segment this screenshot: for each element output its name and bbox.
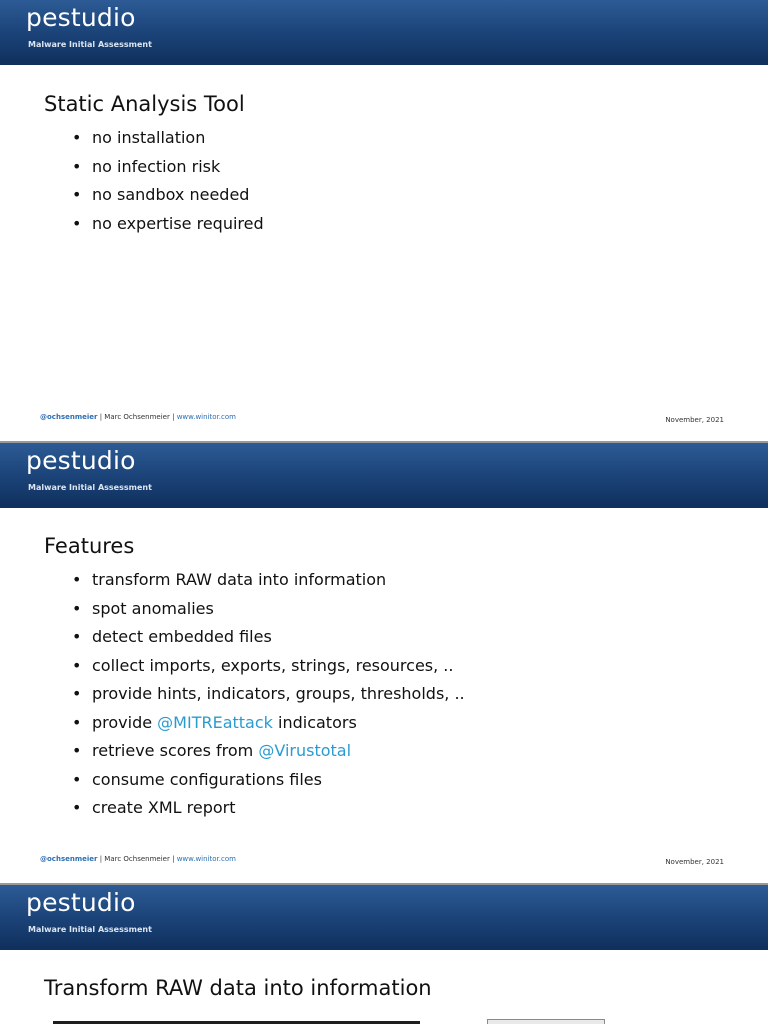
footer-separator: | (97, 413, 105, 421)
footer-date: November, 2021 (665, 416, 724, 424)
bullet-text: retrieve scores from (92, 741, 259, 760)
footer-credits (40, 413, 236, 421)
slide-header (0, 885, 768, 950)
bullet-item: • create XML report (72, 796, 465, 825)
app-title: pestudio (26, 446, 136, 475)
footer-url-link[interactable]: www.winitor.com (176, 413, 236, 421)
bullet-item: • no installation (72, 126, 264, 155)
slide-header (0, 443, 768, 508)
bullet-item (72, 739, 465, 768)
footer-separator: | (97, 855, 105, 863)
footer-author: Marc Ochsenmeier (104, 413, 170, 421)
screenshot-thumbnail (487, 1019, 605, 1024)
bullet-item: • spot anomalies (72, 597, 465, 626)
bullet-item: • provide hints, indicators, groups, thresholds, .. (72, 682, 465, 711)
footer-separator: | (169, 855, 177, 863)
footer-separator: | (169, 413, 177, 421)
bullet-text: provide (92, 712, 158, 732)
bullet-item: • no sandbox needed (72, 183, 264, 212)
app-subtitle: Malware Initial Assessment (28, 40, 152, 49)
footer-author: Marc Ochsenmeier (104, 855, 170, 863)
footer-handle-link[interactable]: @ochsenmeier (40, 855, 98, 863)
slide-heading: Transform RAW data into information (44, 976, 432, 1000)
virustotal-link[interactable]: @Virustotal (258, 741, 352, 760)
app-title: pestudio (26, 3, 136, 32)
bullet-item: • detect embedded files (72, 625, 465, 654)
slide-heading: Static Analysis Tool (44, 92, 245, 116)
footer-url-link[interactable]: www.winitor.com (176, 855, 236, 863)
slide-transform-raw-data (0, 885, 768, 1024)
bullet-list (72, 568, 465, 825)
footer-date: November, 2021 (665, 858, 724, 866)
app-subtitle: Malware Initial Assessment (28, 483, 152, 492)
mitre-attack-link[interactable]: @MITREattack (157, 712, 273, 732)
slide-features (0, 443, 768, 884)
slide-header (0, 0, 768, 65)
footer-credits (40, 855, 236, 863)
bullet-item: • no infection risk (72, 155, 264, 184)
bullet-text: indicators (272, 712, 357, 732)
slide-heading: Features (44, 534, 135, 558)
bullet-list (72, 126, 264, 240)
bullet-item: • transform RAW data into information (72, 568, 465, 597)
app-subtitle: Malware Initial Assessment (28, 925, 152, 934)
bullet-item: • collect imports, exports, strings, resources, .. (72, 654, 465, 683)
slide-static-analysis (0, 0, 768, 441)
app-title: pestudio (26, 888, 136, 917)
bullet-item: • consume configurations files (72, 768, 465, 797)
bullet-item (72, 711, 465, 740)
footer-handle-link[interactable]: @ochsenmeier (40, 413, 98, 421)
bullet-item: • no expertise required (72, 212, 264, 241)
